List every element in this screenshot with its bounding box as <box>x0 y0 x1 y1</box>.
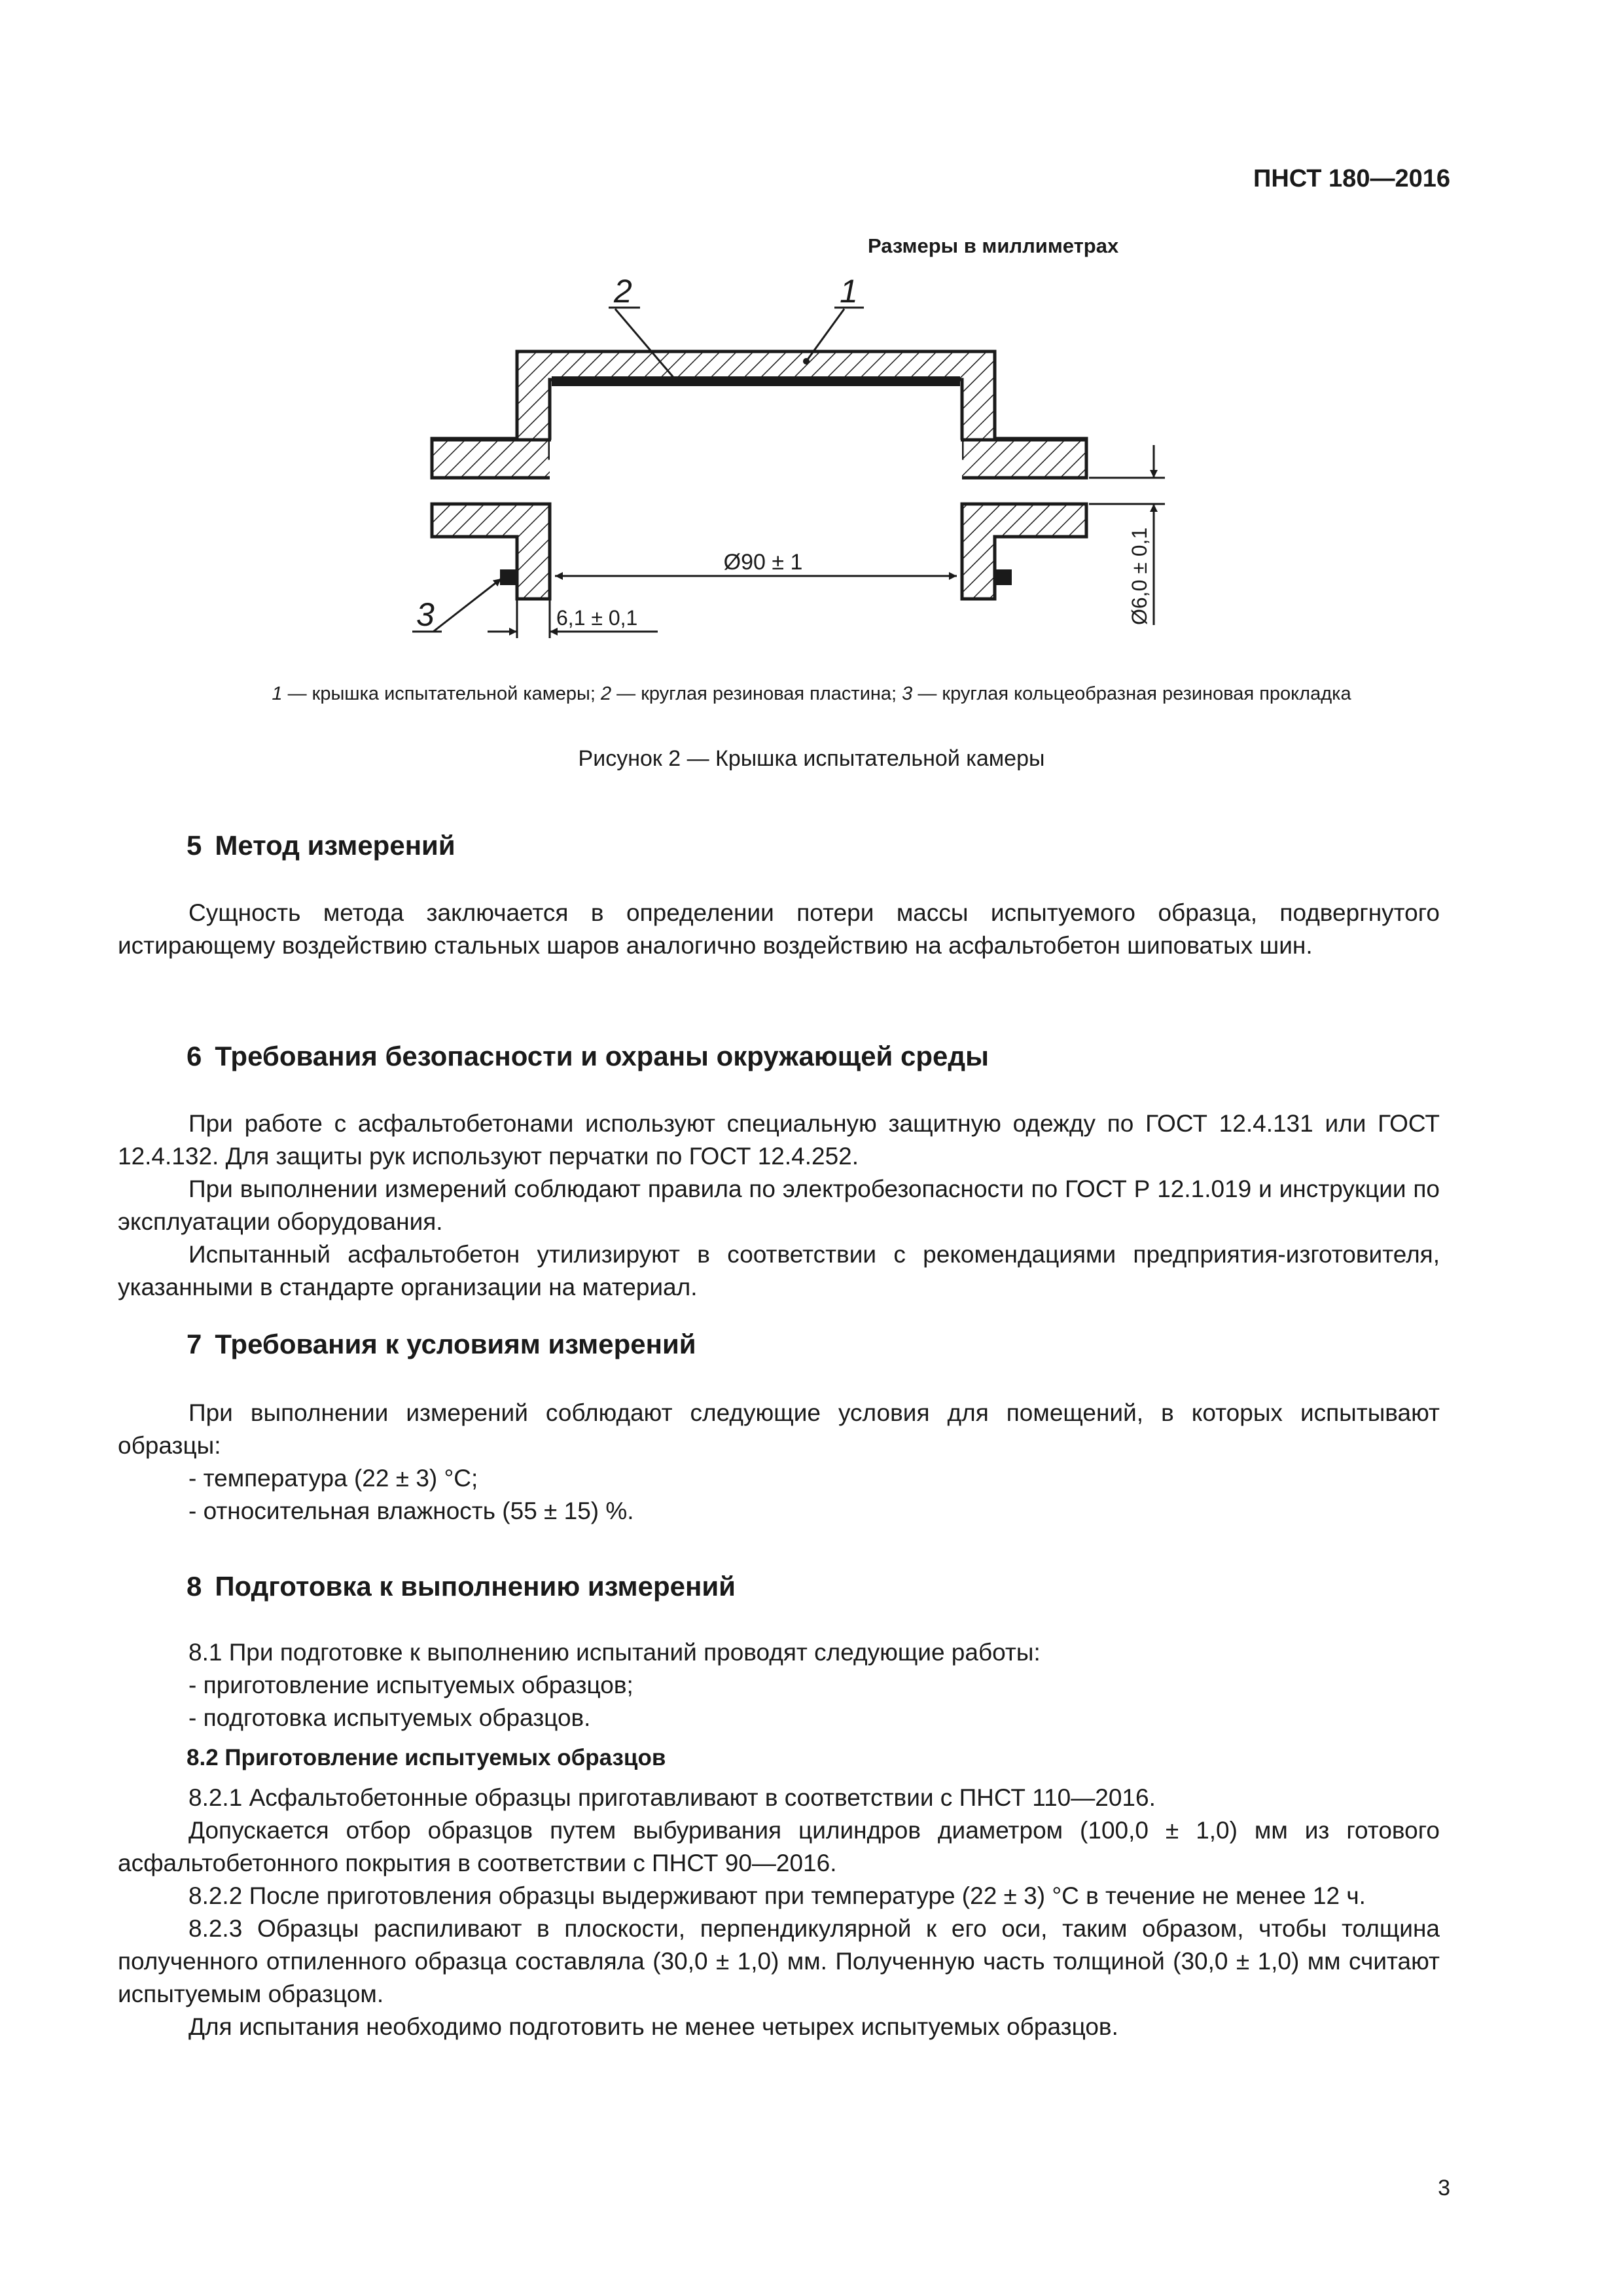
section-6-number: 6 <box>187 1041 202 1071</box>
section-8-paragraph-2: 8.2.1 Асфальтобетонные образцы приготавливают в соответствии с ПНСТ 110—2016. <box>188 1784 1156 1811</box>
lid-lower-right-section <box>962 504 1086 599</box>
page-number: 3 <box>1438 2176 1450 2200</box>
section-6-paragraph-2: При выполнении измерений соблюдают правила по электробезопасности по ГОСТ Р 12.1.019 и инструкции по эксплуатации оборудования. <box>118 1175 1440 1235</box>
section-8-paragraph-6: Для испытания необходимо подготовить не менее четырех испытуемых образцов. <box>188 2013 1118 2040</box>
lid-lower-left-section <box>432 504 550 599</box>
section-6-paragraph-3: Испытанный асфальтобетон утилизируют в соответствии с рекомендациями предприятия-изготовителя, указанными в стандарте организации на материал. <box>118 1241 1440 1300</box>
section-8-heading: Подготовка к выполнению измерений <box>215 1571 736 1602</box>
section-8-paragraph-4: 8.2.2 После приготовления образцы выдерживают при температуре (22 ± 3) °С в течение не менее 12 ч. <box>188 1882 1366 1909</box>
section-6-body <box>118 1107 1440 1304</box>
legend-text-1: — крышка испытательной камеры; <box>282 683 601 704</box>
section-5-body <box>118 897 1440 962</box>
section-5-paragraph-1: Сущность метода заключается в определении потери массы испытуемого образца, подвергнутого истирающему воздействию стальных шаров аналогично воздействию на асфальтобетон шиповатых шин. <box>118 899 1440 959</box>
legend-text-2: — круглая резиновая пластина; <box>611 683 902 704</box>
section-7-title <box>187 1329 696 1360</box>
section-6-heading: Требования безопасности и охраны окружающей среды <box>215 1041 989 1071</box>
callout-3: 3 <box>416 596 435 633</box>
section-6-title <box>187 1041 989 1072</box>
section-7-heading: Требования к условиям измерений <box>215 1329 696 1359</box>
gasket-right <box>996 569 1012 585</box>
callout-2: 2 <box>614 273 632 310</box>
section-7-paragraph-1: При выполнении измерений соблюдают следующие условия для помещений, в которых испытывают образцы: <box>118 1399 1440 1459</box>
section-8-body-b <box>118 1782 1440 2043</box>
legend-num-3: 3 <box>902 683 913 704</box>
section-8-paragraph-3: Допускается отбор образцов путем выбуривания цилиндров диаметром (100,0 ± 1,0) мм из готового асфальтобетонного покрытия в соответствии с ПНСТ 90—2016. <box>118 1817 1440 1876</box>
section-6-paragraph-1: При работе с асфальтобетонами используют специальную защитную одежду по ГОСТ 12.4.131 или ГОСТ 12.4.132. Для защиты рук используют перчатки по ГОСТ 12.4.252. <box>118 1110 1440 1170</box>
chamber-lid-drawing <box>393 262 1178 668</box>
document-code: ПНСТ 180—2016 <box>1253 165 1450 192</box>
section-7-list-item-2: - относительная влажность (55 ± 15) %. <box>188 1498 634 1524</box>
legend-text-3: — круглая кольцеобразная резиновая прокладка <box>912 683 1351 704</box>
dim-height-label: Ø6,0 ± 0,1 <box>1128 527 1151 625</box>
section-5-heading: Метод измерений <box>215 830 455 861</box>
section-8-title <box>187 1571 736 1602</box>
figure-caption: Рисунок 2 — Крышка испытательной камеры <box>578 746 1045 771</box>
leader-3 <box>433 579 501 632</box>
section-8-list-item-2: - подготовка испытуемых образцов. <box>188 1704 591 1731</box>
section-8-number: 8 <box>187 1571 202 1602</box>
section-7-list-item-1: - температура (22 ± 3) °С; <box>188 1465 478 1492</box>
section-5-title <box>187 830 455 861</box>
subsection-8-2-title: 8.2 Приготовление испытуемых образцов <box>187 1745 666 1770</box>
dimensions-note: Размеры в миллиметрах <box>868 234 1119 257</box>
legend-num-2: 2 <box>600 683 612 704</box>
dim-width-label: 6,1 ± 0,1 <box>556 606 638 630</box>
section-5-number: 5 <box>187 830 202 861</box>
section-7-number: 7 <box>187 1329 202 1359</box>
figure-legend <box>118 683 1505 705</box>
gasket-left <box>500 569 516 585</box>
section-7-body <box>118 1397 1440 1528</box>
legend-num-1: 1 <box>272 683 283 704</box>
section-8-list-item-1: - приготовление испытуемых образцов; <box>188 1672 633 1698</box>
section-8-paragraph-1: 8.1 При подготовке к выполнению испытаний проводят следующие работы: <box>188 1639 1041 1666</box>
dim-diameter-label: Ø90 ± 1 <box>723 550 803 575</box>
section-8-body-a <box>118 1636 1440 1734</box>
section-8-paragraph-5: 8.2.3 Образцы распиливают в плоскости, перпендикулярной к его оси, таким образом, чтобы толщина полученного отпиленного образца составляла (30,0 ± 1,0) мм. Полученную часть толщиной (30,0 ± 1,0) мм считают испытуемым образцом. <box>118 1915 1440 2007</box>
callout-1: 1 <box>840 273 858 310</box>
rubber-plate <box>552 376 960 386</box>
